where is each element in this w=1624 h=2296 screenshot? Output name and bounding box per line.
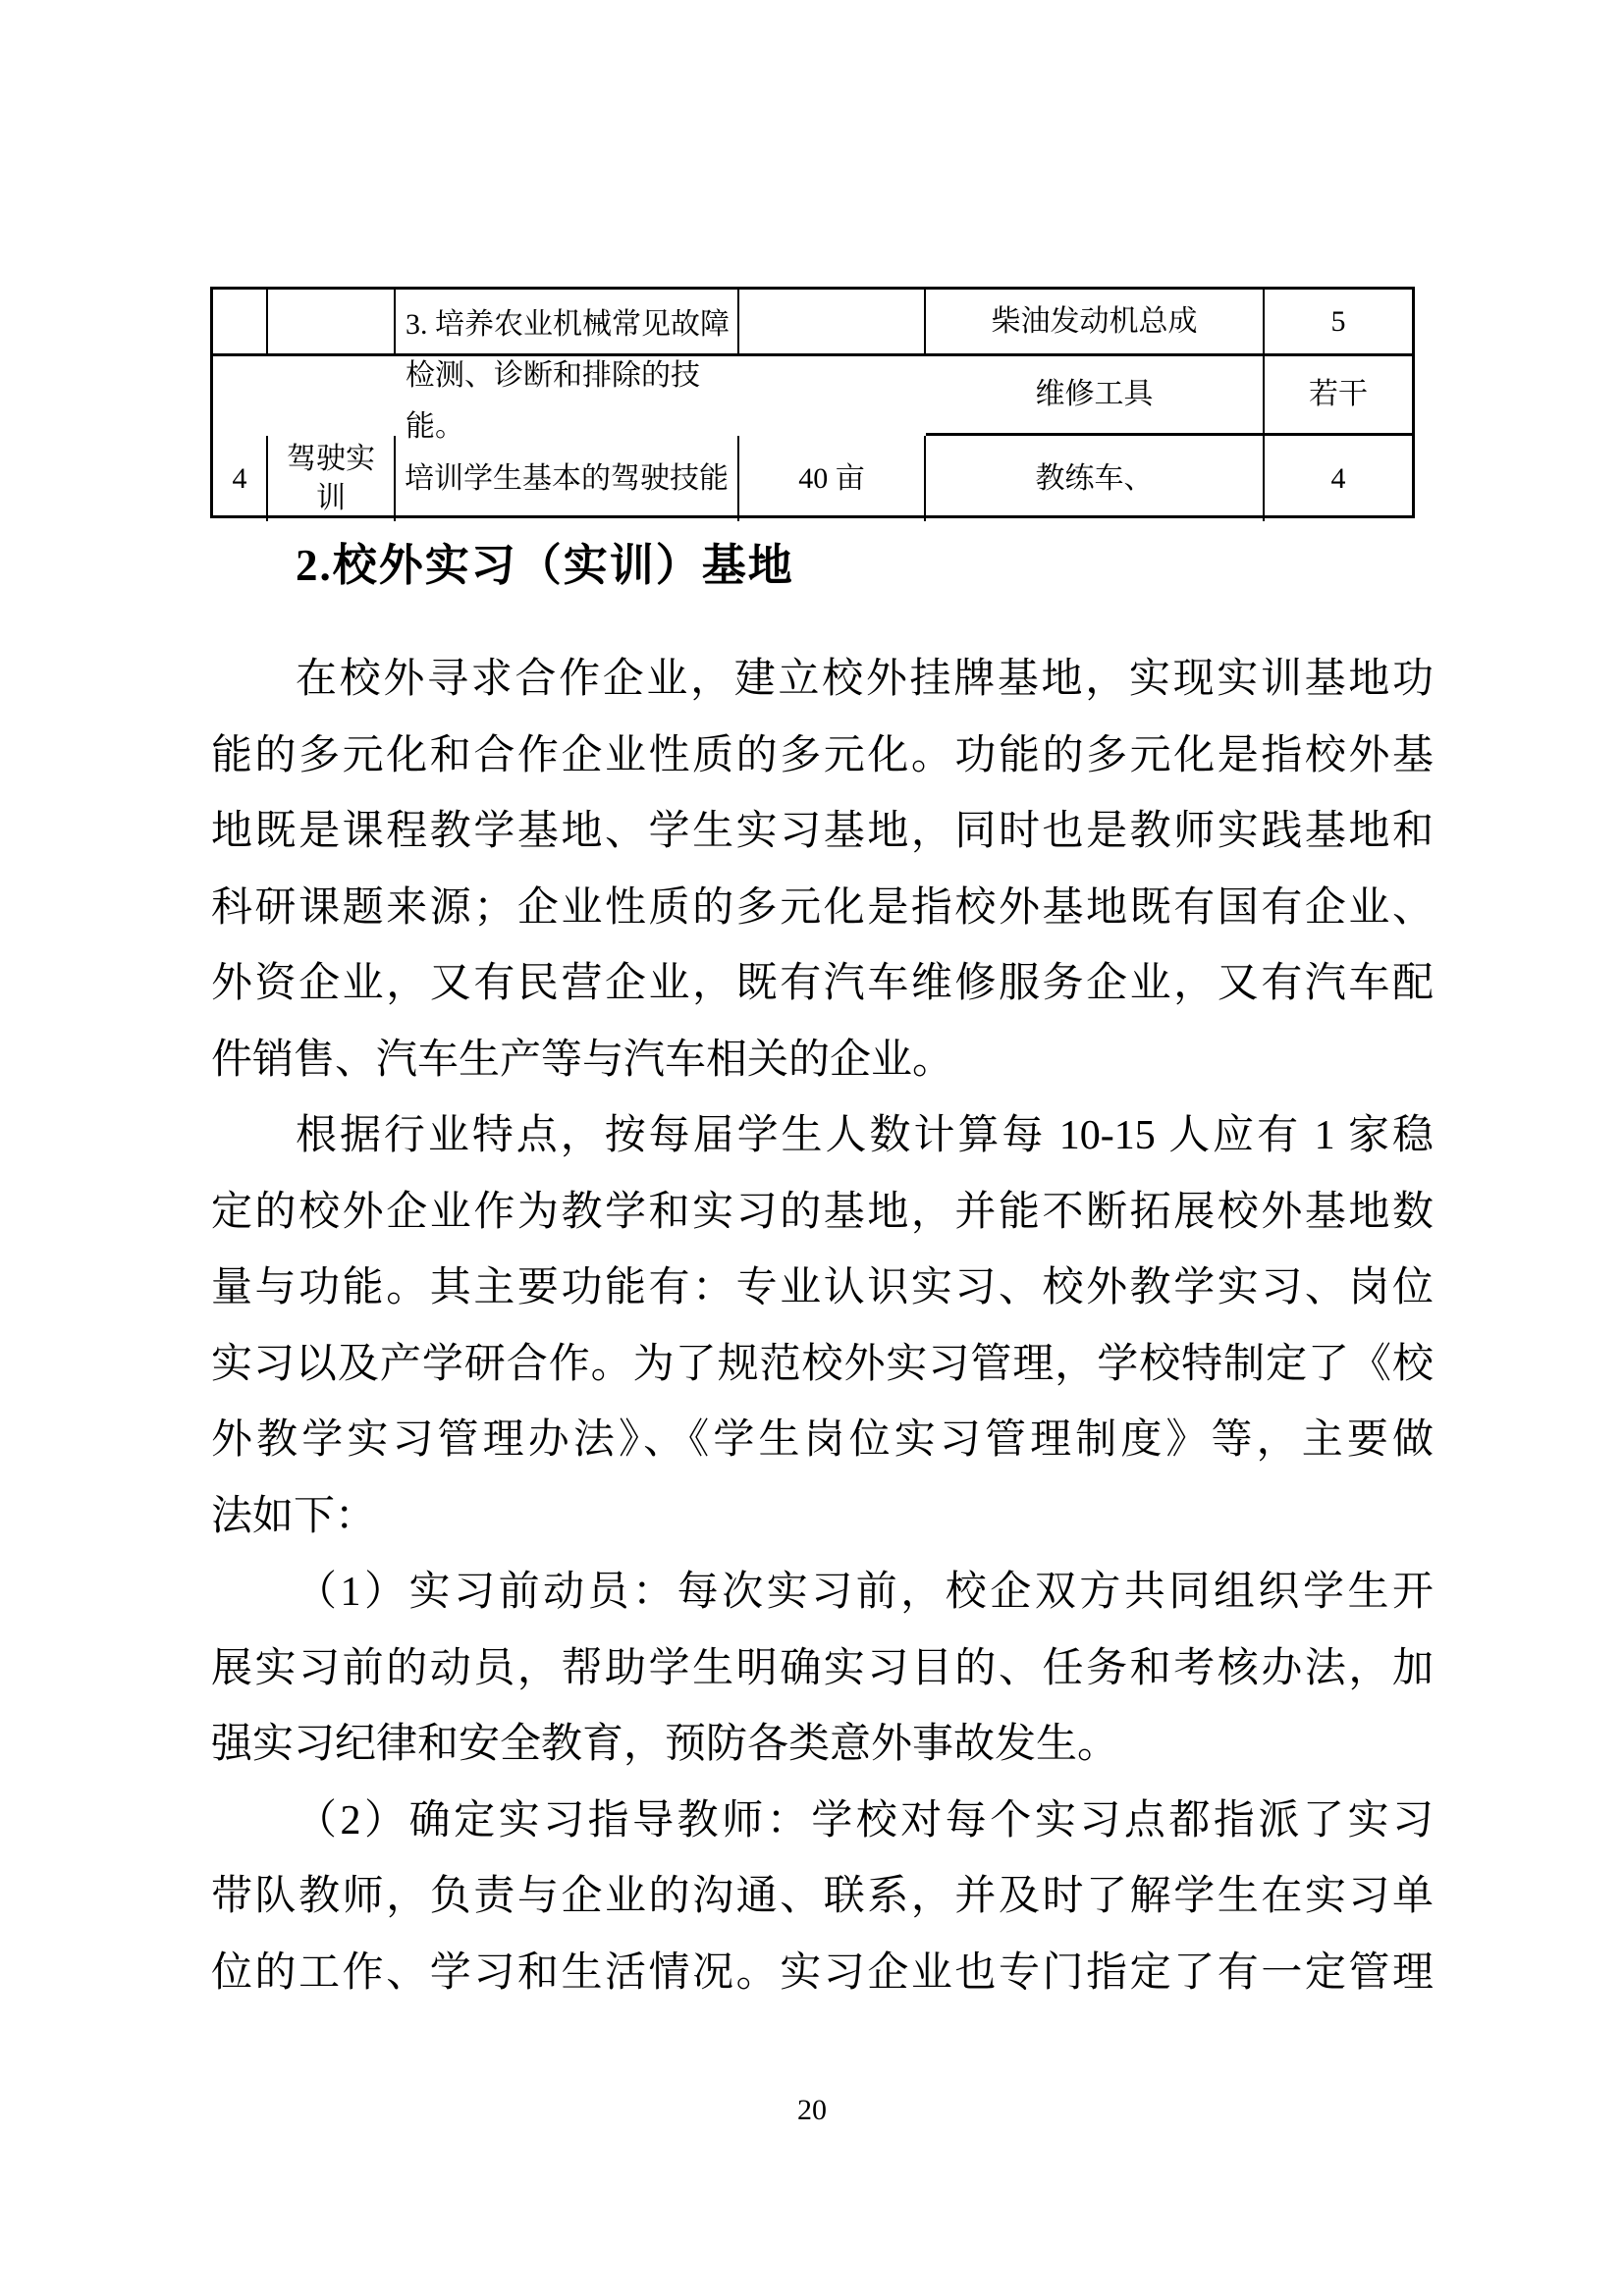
table-cell-equipment-qty: 5 xyxy=(1265,290,1412,356)
table-cell-row-qty: 4 xyxy=(1330,461,1346,495)
paragraph-line: 位的工作、学习和生活情况。实习企业也专门指定了有一定管理 xyxy=(211,1949,1434,1996)
paragraph-line: 法如下： xyxy=(211,1493,377,1539)
paragraph-line: 科研课题来源；企业性质的多元化是指校外基地既有国有企业、 xyxy=(211,884,1434,931)
section-heading: 2.校外实习（实训）基地 xyxy=(296,541,794,590)
paragraph-line: 在校外寻求合作企业，建立校外挂牌基地，实现实训基地功 xyxy=(296,657,1434,702)
paragraph-line: 实习以及产学研合作。为了规范校外实习管理，学校特制定了《校 xyxy=(211,1341,1434,1387)
table-cell-equipment-name: 维修工具 xyxy=(926,356,1265,436)
paragraph-line: 外资企业，又有民营企业，既有汽车维修服务企业，又有汽车配 xyxy=(211,961,1434,1006)
facilities-table xyxy=(210,287,1415,518)
paragraph-line: 件销售、汽车生产等与汽车相关的企业。 xyxy=(211,1037,954,1083)
table-cell-empty-area xyxy=(739,290,926,356)
paragraph-line: 外教学实习管理办法》、《学生岗位实习管理制度》等，主要做 xyxy=(211,1417,1434,1463)
paragraph-line: 展实习前的动员，帮助学生明确实习目的、任务和考核办法，加 xyxy=(211,1645,1434,1691)
table-cell-row-area: 40 亩 xyxy=(739,436,926,521)
table-cell-row-equip: 教练车、 xyxy=(926,436,1265,521)
table-cell-function-desc xyxy=(396,290,739,443)
function-desc-line2: 检测、诊断和排除的技能。 xyxy=(406,359,700,443)
body-text xyxy=(211,642,1434,2011)
paragraph-line: 根据行业特点，按每届学生人数计算每 10-15 人应有 1 家稳 xyxy=(296,1113,1434,1158)
table-cell-equipment-name: 柴油发动机总成 xyxy=(926,290,1265,356)
row-name-text: 驾驶实训 xyxy=(287,442,375,514)
paragraph-line: 带队教师，负责与企业的沟通、联系，并及时了解学生在实习单 xyxy=(211,1874,1434,1919)
paragraph-line: （2）确定实习指导教师：学校对每个实习点都指派了实习 xyxy=(296,1797,1434,1843)
function-desc-line1: 3. 培养农业机械常见故障 xyxy=(406,308,730,341)
paragraph-line: 地既是课程教学基地、学生实习基地，同时也是教师实践基地和 xyxy=(211,809,1434,854)
paragraph-line: 强实习纪律和安全教育，预防各类意外事故发生。 xyxy=(211,1722,1119,1767)
paragraph-line: 定的校外企业作为教学和实习的基地，并能不断拓展校外基地数 xyxy=(211,1189,1434,1235)
table-cell-equipment-qty: 若干 xyxy=(1265,356,1412,436)
table-cell-empty-no xyxy=(213,290,268,356)
page-number: 20 xyxy=(797,2094,827,2126)
paragraph-line: （1）实习前动员：每次实习前，校企双方共同组织学生开 xyxy=(296,1570,1434,1615)
paragraph-line: 能的多元化和合作企业性质的多元化。功能的多元化是指校外基 xyxy=(211,732,1434,778)
table-cell-empty-name xyxy=(268,290,396,356)
paragraph-line: 量与功能。其主要功能有：专业认识实习、校外教学实习、岗位 xyxy=(211,1265,1434,1310)
table-cell-row-no: 4 xyxy=(213,436,268,521)
table-cell-row-name xyxy=(268,436,396,521)
table-cell-row-desc: 培训学生基本的驾驶技能 xyxy=(396,436,739,521)
